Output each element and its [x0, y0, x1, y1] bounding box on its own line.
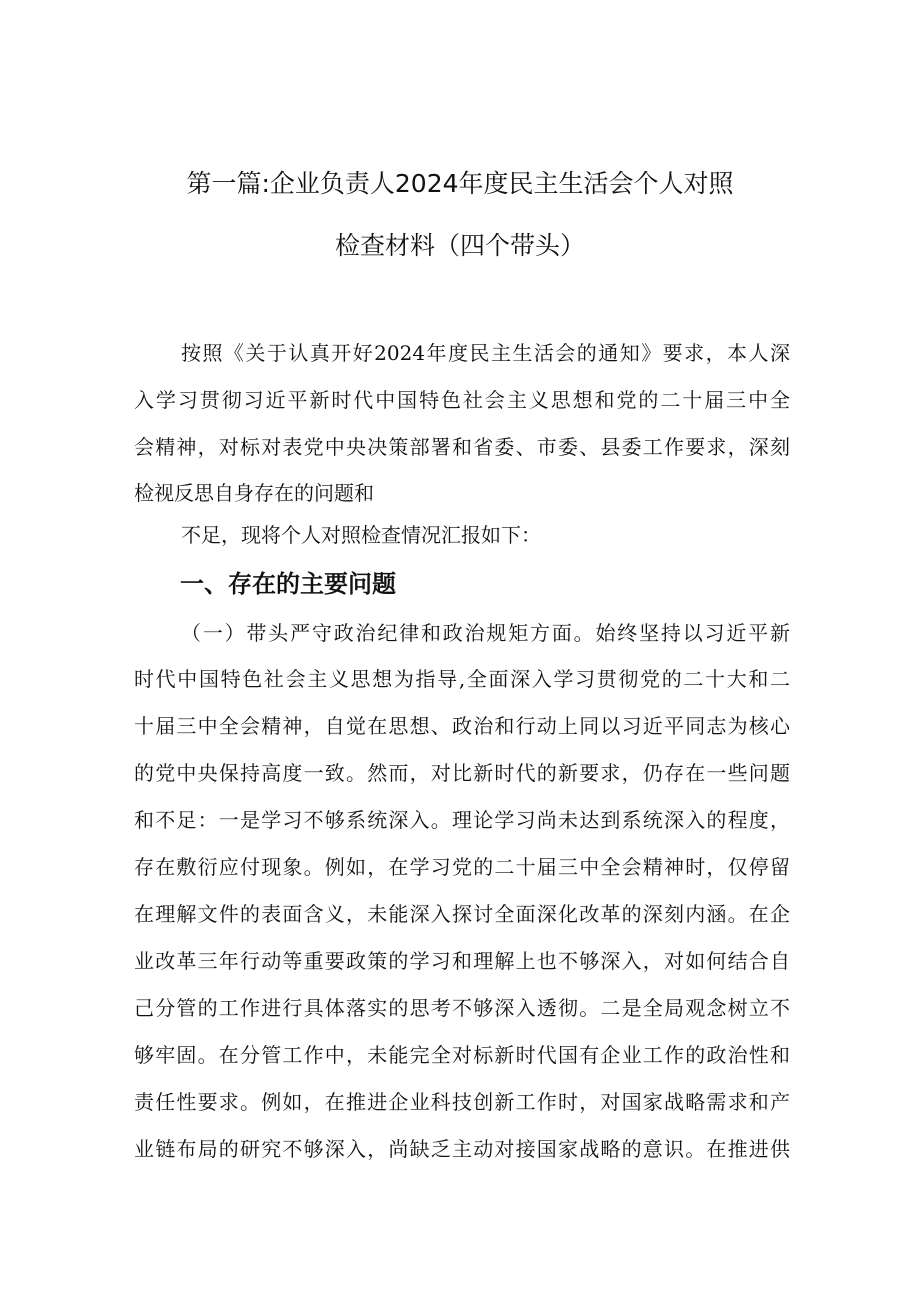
intro-paragraph-line: 按照《关于认真开好2024年度民主生活会的通知》要求，本人深 — [181, 341, 790, 365]
document-title-line-2: 检查材料（四个带头） — [334, 231, 585, 260]
section-paragraph-line: 和不足：一是学习不够系统深入。理论学习尚未达到系统深入的程度， — [134, 808, 790, 832]
intro-paragraph-line: 检视反思自身存在的问题和 — [134, 481, 374, 505]
section-paragraph-line: 业改革三年行动等重要政策的学习和理解上也不够深入，对如何结合自 — [134, 949, 790, 973]
intro-paragraph-line: 入学习贯彻习近平新时代中国特色社会主义思想和党的二十届三中全 — [134, 388, 790, 412]
section-paragraph-line: 够牢固。在分管工作中，未能完全对标新时代国有企业工作的政治性和 — [134, 1043, 790, 1067]
section-paragraph-line: 己分管的工作进行具体落实的思考不够深入透彻。二是全局观念树立不 — [134, 996, 790, 1020]
intro-paragraph-line: 会精神，对标对表党中央决策部署和省委、市委、县委工作要求，深刻 — [134, 435, 790, 459]
section-paragraph-line: 的党中央保持高度一致。然而，对比新时代的新要求，仍存在一些问题 — [134, 761, 790, 785]
document-title-line-1: 第一篇:企业负责人2024年度民主生活会个人对照 — [186, 169, 734, 198]
section-paragraph-line: 责任性要求。例如，在推进企业科技创新工作时，对国家战略需求和产 — [134, 1090, 790, 1114]
section-paragraph-line: 十届三中全会精神，自觉在思想、政治和行动上同以习近平同志为核心 — [134, 714, 790, 738]
intro-continuation: 不足，现将个人对照检查情况汇报如下： — [181, 523, 541, 547]
section-paragraph-line: 业链布局的研究不够深入，尚缺乏主动对接国家战略的意识。在推进供 — [134, 1137, 790, 1161]
section-paragraph-line: 在理解文件的表面含义，未能深入探讨全面深化改革的深刻内涵。在企 — [134, 902, 790, 926]
section-heading: 一、存在的主要问题 — [180, 570, 396, 598]
section-paragraph-line: 时代中国特色社会主义思想为指导,全面深入学习贯彻党的二十大和二 — [134, 667, 790, 691]
section-paragraph-line: （一）带头严守政治纪律和政治规矩方面。始终坚持以习近平新 — [181, 621, 790, 645]
section-paragraph-line: 存在敷衍应付现象。例如，在学习党的二十届三中全会精神时，仅停留 — [134, 855, 790, 879]
